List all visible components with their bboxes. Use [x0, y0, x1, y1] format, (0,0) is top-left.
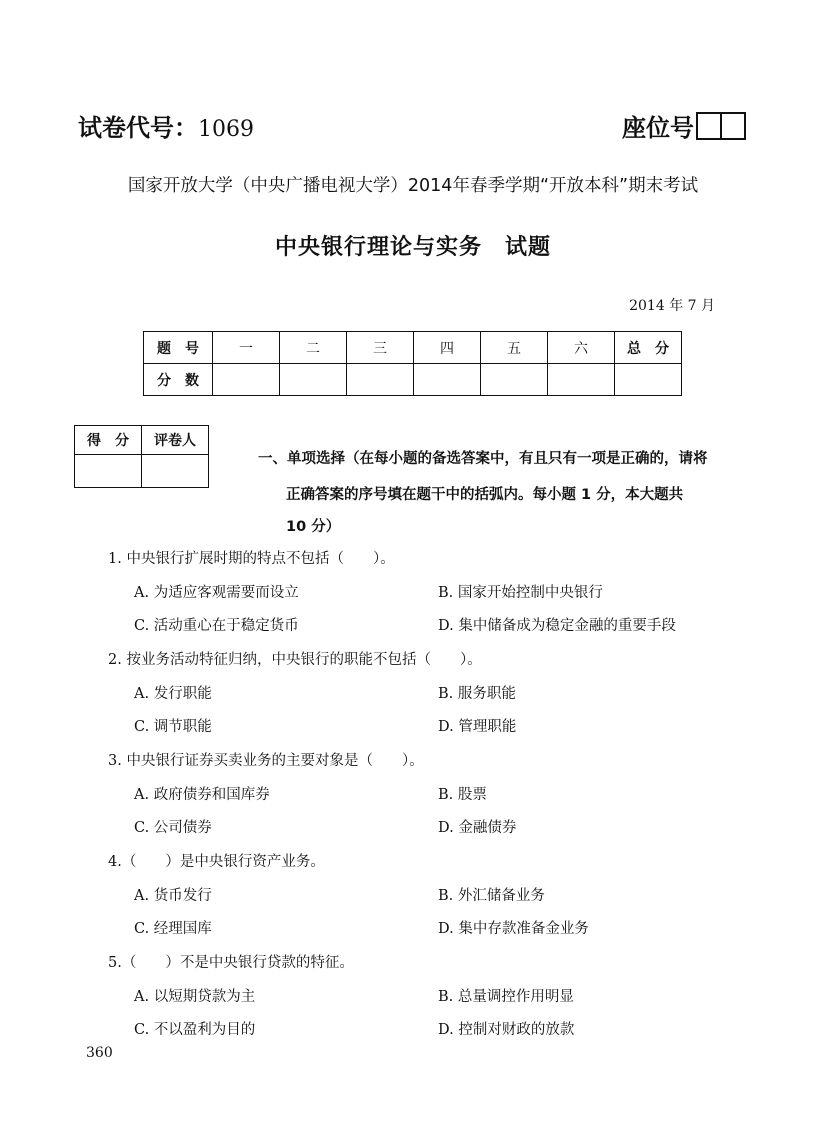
- score-header-cell: 四: [414, 332, 481, 364]
- seat-number-boxes: [696, 112, 746, 140]
- score-header-cell: 二: [280, 332, 347, 364]
- question-option: D. 集中存款准备金业务: [438, 921, 589, 937]
- question-option: A. 发行职能: [134, 686, 212, 702]
- exam-date: 2014 年 7 月: [629, 298, 715, 314]
- question-option: B. 服务职能: [438, 686, 516, 702]
- score-cell: [548, 364, 615, 396]
- grader-table-body-row: [75, 455, 209, 488]
- question-option: A. 以短期贷款为主: [134, 989, 256, 1005]
- seat-number: [622, 108, 746, 143]
- score-cell: [213, 364, 280, 396]
- score-header-cell: 一: [213, 332, 280, 364]
- section-heading-line: 正确答案的序号填在题干中的括弧内。每小题 1 分，本大题共: [286, 487, 684, 503]
- score-table-score-row: [144, 364, 682, 396]
- question-option: C. 公司债券: [134, 820, 212, 836]
- seat-box: [720, 114, 744, 138]
- question-option: A. 政府债券和国库券: [134, 787, 270, 803]
- score-row-label: 分 数: [144, 364, 213, 396]
- score-table: [143, 331, 682, 396]
- question-option: A. 为适应客观需要而设立: [134, 585, 299, 601]
- question-option: C. 活动重心在于稳定货币: [134, 618, 299, 634]
- grader-header-cell: 得 分: [75, 426, 142, 455]
- score-table-header-row: [144, 332, 682, 364]
- question-option: B. 国家开始控制中央银行: [438, 585, 603, 601]
- exam-code-label: 试卷代号：: [78, 114, 198, 142]
- grader-cell: [75, 455, 142, 488]
- score-cell: [347, 364, 414, 396]
- question-option: D. 控制对财政的放款: [438, 1022, 575, 1038]
- seat-box: [698, 114, 720, 138]
- score-header-cell: 三: [347, 332, 414, 364]
- score-header-cell: 题 号: [144, 332, 213, 364]
- score-header-cell: 五: [481, 332, 548, 364]
- question-option: D. 管理职能: [438, 719, 517, 735]
- question-stem: 1. 中央银行扩展时期的特点不包括（ ）。: [108, 551, 395, 567]
- question-option: B. 股票: [438, 787, 487, 803]
- question-option: B. 外汇储备业务: [438, 888, 545, 904]
- score-header-cell: 总 分: [615, 332, 682, 364]
- question-option: C. 调节职能: [134, 719, 212, 735]
- score-header-cell: 六: [548, 332, 615, 364]
- grader-table-header-row: [75, 426, 209, 455]
- section-heading-line: 一、单项选择（在每小题的备选答案中，有且只有一项是正确的，请将: [258, 451, 708, 467]
- question-stem: 2. 按业务活动特征归纳，中央银行的职能不包括（ ）。: [108, 652, 482, 668]
- question-stem: 5.（ ）不是中央银行贷款的特征。: [108, 955, 354, 971]
- score-cell: [615, 364, 682, 396]
- grader-header-cell: 评卷人: [142, 426, 209, 455]
- page-number: 360: [86, 1045, 113, 1061]
- question-option: C. 不以盈利为目的: [134, 1022, 256, 1038]
- seat-number-label: 座位号: [622, 114, 694, 142]
- question-option: D. 集中储备成为稳定金融的重要手段: [438, 618, 676, 634]
- question-option: B. 总量调控作用明显: [438, 989, 574, 1005]
- score-cell: [414, 364, 481, 396]
- university-line: 国家开放大学（中央广播电视大学）2014年春季学期“开放本科”期末考试: [127, 176, 699, 196]
- exam-code: [78, 108, 254, 143]
- course-title: 中央银行理论与实务 试题: [274, 235, 551, 260]
- grader-cell: [142, 455, 209, 488]
- exam-code-number: 1069: [198, 117, 254, 142]
- question-stem: 3. 中央银行证券买卖业务的主要对象是（ ）。: [108, 753, 424, 769]
- section-heading-line: 10 分）: [286, 519, 341, 535]
- grader-table: [74, 425, 209, 488]
- question-option: D. 金融债券: [438, 820, 517, 836]
- question-stem: 4.（ ）是中央银行资产业务。: [108, 854, 325, 870]
- question-option: A. 货币发行: [134, 888, 212, 904]
- score-cell: [481, 364, 548, 396]
- question-option: C. 经理国库: [134, 921, 212, 937]
- score-cell: [280, 364, 347, 396]
